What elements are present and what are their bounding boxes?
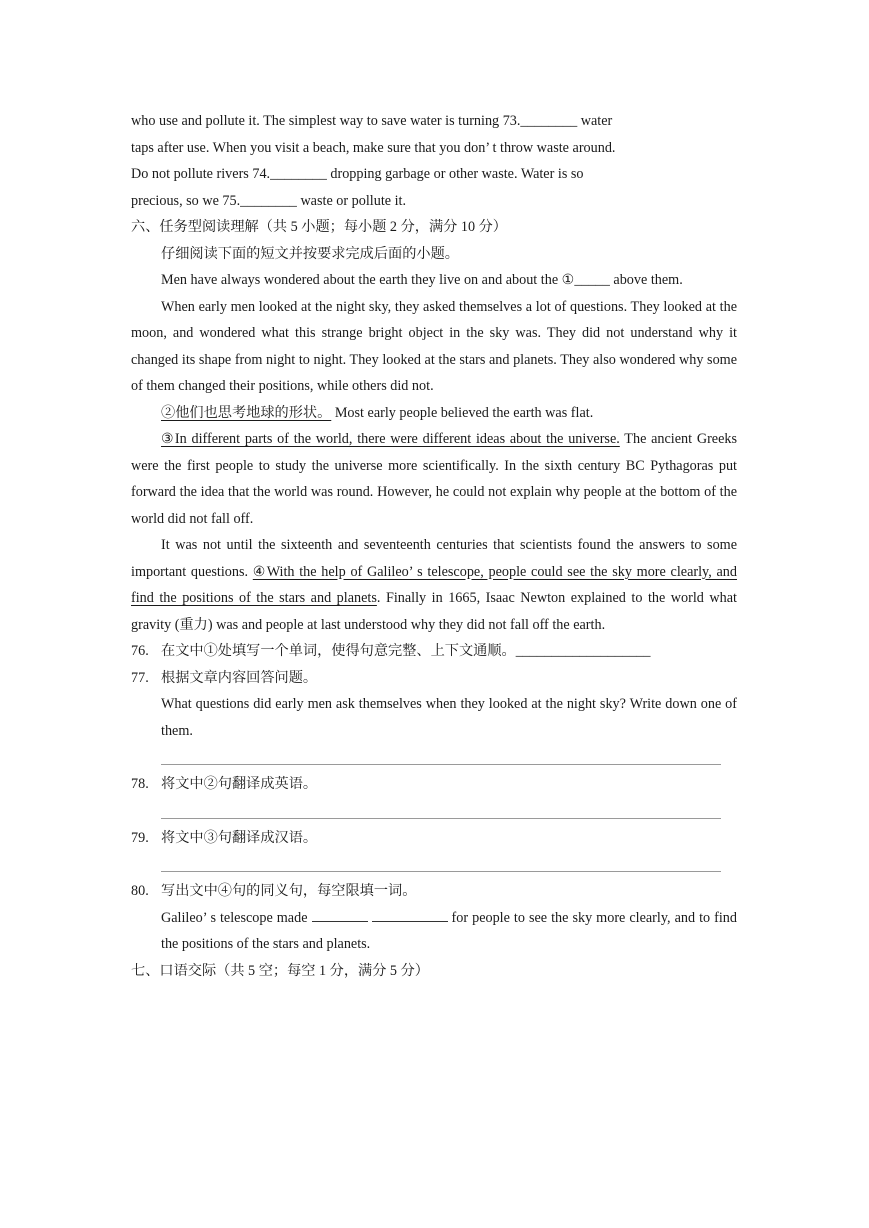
question-text: 根据文章内容回答问题。 (161, 669, 318, 686)
reading-paragraph-5 (131, 532, 737, 638)
question-79 (131, 825, 737, 852)
question-subtext: What questions did early men ask themselves when they looked at the night sky? Write down one of them. (161, 696, 737, 739)
paragraph-text: Most early people believed the earth was flat. (331, 404, 594, 421)
reading-paragraph-3 (131, 400, 737, 427)
question-text: 在文中①处填写一个单词，使得句意完整、上下文通顺。___________________ (161, 643, 651, 659)
question-text: 将文中②句翻译成英语。 (161, 776, 318, 792)
subtext-part: for people to see the sky more clearly, and to find the positions of the stars and planets. (161, 909, 737, 952)
subtext-part: Galileo’ s telescope made (161, 909, 312, 926)
question-subtext (131, 905, 737, 958)
passage-line: who use and pollute it. The simplest way to save water is turning 73.________ water (131, 113, 613, 129)
answer-line[interactable] (161, 750, 721, 765)
question-number: 77. (131, 669, 149, 686)
question-78 (131, 771, 737, 798)
question-77 (131, 665, 737, 692)
question-text: 将文中③句翻译成汉语。 (161, 829, 318, 846)
underlined-sentence-2: ②他们也思考地球的形状。 (161, 404, 332, 421)
underlined-sentence-4: ④With the help of Galileo’ s telescope, people could see the sky more clearly, and find the positions of the stars and planets (131, 563, 737, 606)
paragraph-text: It was not until the sixteenth and seventeenth centuries that scientists found the answers to some important questions. (131, 537, 737, 580)
fill-blank[interactable] (372, 907, 448, 922)
question-number: 76. (131, 643, 149, 659)
section-heading-7: 七、口语交际（共 5 空；每空 1 分，满分 5 分） (131, 962, 429, 979)
answer-line[interactable] (161, 804, 721, 819)
passage-line: taps after use. When you visit a beach, make sure that you don’ t throw waste around. (131, 139, 616, 156)
section-instruction: 仔细阅读下面的短文并按要求完成后面的小题。 (161, 245, 459, 262)
reading-paragraph-1: Men have always wondered about the earth they live on and about the ①_____ above them. (161, 272, 683, 288)
reading-paragraph-4 (131, 426, 737, 532)
reading-paragraph-2: When early men looked at the night sky, they asked themselves a lot of questions. They looked at the moon, and wondered what this strange bright object in the sky was. They did not understand why it changed its shape from night to night. They looked at the stars and planets. They also wondered why some of them changed their positions, while others did not. (131, 298, 737, 394)
question-number: 80. (131, 883, 149, 899)
passage-line: precious, so we 75.________ waste or pollute it. (131, 192, 407, 209)
question-number: 78. (131, 776, 149, 792)
question-80 (131, 878, 737, 905)
passage-line: Do not pollute rivers 74.________ dropping garbage or other waste. Water is so (131, 166, 584, 182)
paragraph-text: The ancient Greeks were the first people to study the universe more scientifically. In the sixth century BC Pythagoras put forward the idea that the world was round. However, he could not explain why people at the bottom of the world did not fall off. (131, 431, 738, 527)
question-text: 写出文中④句的同义句，每空限填一词。 (161, 883, 417, 899)
question-number: 79. (131, 829, 149, 846)
section-heading-6: 六、任务型阅读理解（共 5 小题；每小题 2 分，满分 10 分） (131, 219, 507, 235)
fill-blank[interactable] (312, 907, 368, 922)
question-76 (131, 638, 737, 665)
paragraph-text: . Finally in 1665, Isaac Newton explained to the world what gravity (重力) was and people at last understood why they did not fall off the earth. (131, 590, 737, 633)
underlined-sentence-3: ③In different parts of the world, there were different ideas about the universe. (161, 431, 620, 447)
document-page (131, 108, 737, 984)
answer-line[interactable] (161, 857, 721, 872)
